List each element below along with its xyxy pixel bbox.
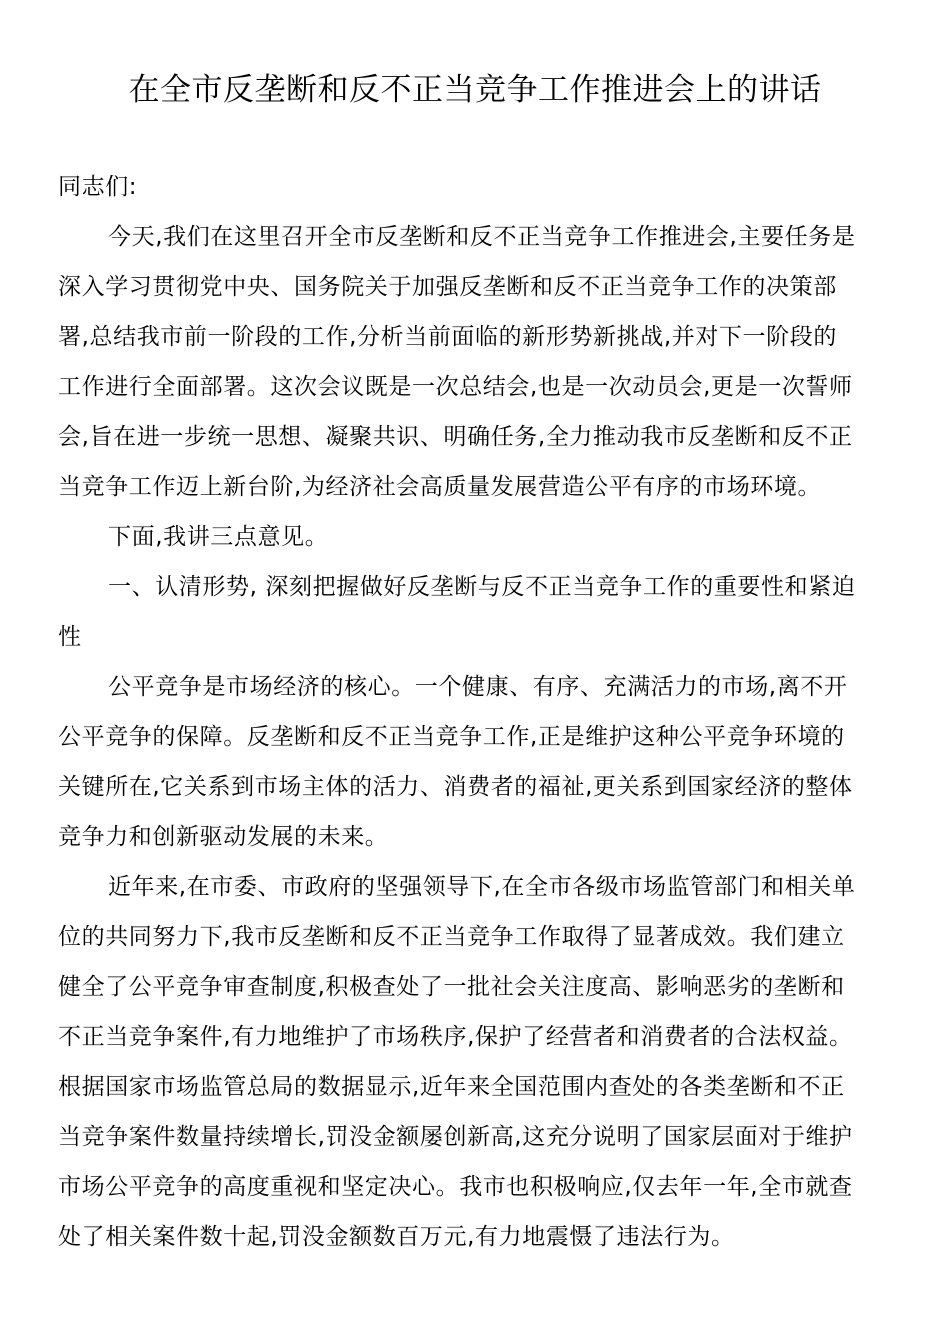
paragraph-fair-competition xyxy=(58,662,894,862)
paragraph-line: 当竞争工作迈上新台阶,为经济社会高质量发展营造公平有序的市场环境。 xyxy=(58,474,822,500)
paragraph-line: 竞争力和创新驱动发展的未来。 xyxy=(58,824,389,850)
paragraph-line: 下面,我讲三点意见。 xyxy=(108,524,329,550)
paragraph-line: 关键所在,它关系到市场主体的活力、消费者的福祉,更关系到国家经济的整体 xyxy=(58,774,853,800)
paragraph-line: 署,总结我市前一阶段的工作,分析当前面临的新形势新挑战,并对下一阶段的 xyxy=(58,324,837,350)
paragraph-opening xyxy=(58,212,894,512)
paragraph-line: 当竞争案件数量持续增长,罚没金额屡创新高,这充分说明了国家层面对于维护 xyxy=(58,1124,853,1150)
paragraph-line: 根据国家市场监管总局的数据显示,近年来全国范围内查处的各类垄断和不正 xyxy=(58,1074,845,1100)
paragraph-line: 公平竞争的保障。反垄断和反不正当竞争工作,正是维护这种公平竞争环境的 xyxy=(58,724,845,750)
paragraph-achievements xyxy=(58,862,894,1262)
paragraph-line: 深入学习贯彻党中央、国务院关于加强反垄断和反不正当竞争工作的决策部 xyxy=(58,274,837,300)
section-heading-line: 一、认清形势, 深刻把握做好反垄断与反不正当竞争工作的重要性和紧迫 xyxy=(108,574,856,600)
paragraph-intro-points xyxy=(58,512,894,562)
section-heading-line: 性 xyxy=(58,624,82,650)
salutation: 同志们: xyxy=(58,174,138,200)
paragraph-line: 公平竞争是市场经济的核心。一个健康、有序、充满活力的市场,离不开 xyxy=(108,674,848,700)
paragraph-line: 今天,我们在这里召开全市反垄断和反不正当竞争工作推进会,主要任务是 xyxy=(108,224,856,250)
paragraph-line: 近年来,在市委、市政府的坚强领导下,在全市各级市场监管部门和相关单 xyxy=(108,874,856,900)
paragraph-line: 会,旨在进一步统一思想、凝聚共识、明确任务,全力推动我市反垄断和反不正 xyxy=(58,424,853,450)
document-title: 在全市反垄断和反不正当竞争工作推进会上的讲话 xyxy=(128,72,822,108)
paragraph-line: 市场公平竞争的高度重视和坚定决心。我市也积极响应,仅去年一年,全市就查 xyxy=(58,1174,853,1200)
paragraph-line: 位的共同努力下,我市反垄断和反不正当竞争工作取得了显著成效。我们建立 xyxy=(58,924,845,950)
section-heading-1 xyxy=(58,562,894,662)
paragraph-line: 工作进行全面部署。这次会议既是一次总结会,也是一次动员会,更是一次誓师 xyxy=(58,374,853,400)
paragraph-line: 不正当竞争案件,有力地维护了市场秩序,保护了经营者和消费者的合法权益。 xyxy=(58,1024,853,1050)
document-body xyxy=(58,162,894,1262)
paragraph-line: 处了相关案件数十起,罚没金额数百万元,有力地震慑了违法行为。 xyxy=(58,1224,735,1250)
paragraph-line: 健全了公平竞争审查制度,积极查处了一批社会关注度高、影响恶劣的垄断和 xyxy=(58,974,845,1000)
